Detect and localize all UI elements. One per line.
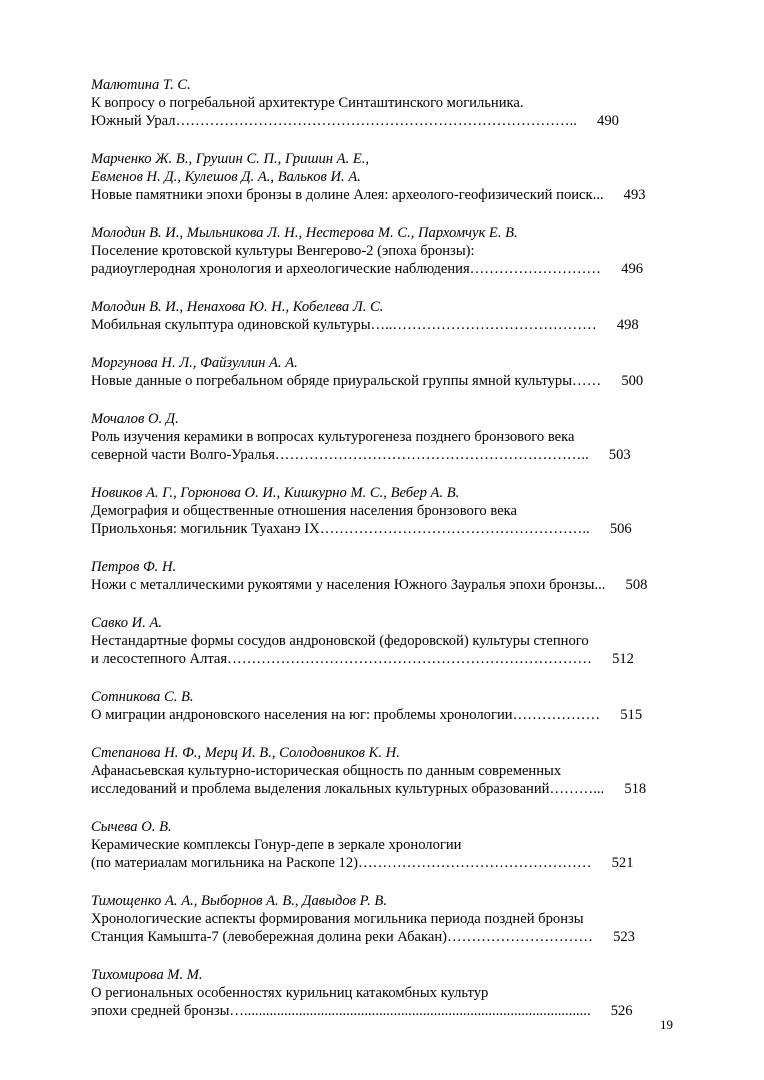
entry-page-number: 512 [612, 651, 634, 667]
entry-title-last-line: Станция Камышта-7 (левобережная долина реки Абакан)………………………… [91, 929, 593, 945]
toc-entry [91, 484, 673, 538]
entry-authors: Евменов Н. Д., Кулешов Д. А., Вальков И. А. [91, 169, 361, 185]
entry-title-row [91, 928, 673, 946]
toc-entry [91, 688, 673, 724]
entry-title-last-line: и лесостепного Алтая………………………………………………………………… [91, 651, 592, 667]
entry-title-last-line: исследований и проблема выделения локальных культурных образований………... [91, 781, 605, 797]
entry-title-row [91, 520, 673, 538]
entry-page-number: 490 [597, 113, 619, 129]
entry-page-number: 526 [610, 1003, 633, 1019]
toc-entry [91, 410, 673, 464]
toc-entry [91, 744, 673, 798]
entry-page-number: 518 [624, 781, 647, 797]
entry-title-last-line: Южный Урал……………………………………………………………………….. [91, 113, 577, 129]
entry-authors: Савко И. А. [91, 615, 163, 631]
entry-title-row [91, 854, 673, 872]
entry-title-last-line: Новые памятники эпохи бронзы в долине Алея: археолого-геофизический поиск... [91, 187, 604, 203]
toc-entry [91, 150, 673, 204]
entry-page-number: 523 [613, 929, 635, 945]
toc-entry [91, 354, 673, 390]
table-of-contents [91, 76, 673, 1020]
entry-page-number: 508 [625, 577, 648, 593]
entry-title-last-line: (по материалам могильника на Раскопе 12)………………………………………… [91, 855, 592, 871]
toc-entry [91, 558, 673, 594]
entry-title-row [91, 650, 673, 668]
entry-title-last-line: радиоуглеродная хронология и археологические наблюдения……………………… [91, 261, 602, 277]
entry-title-last-line: Мобильная скульптура одиновской культуры…..…………………………………… [91, 317, 597, 333]
entry-authors: Сотникова С. В. [91, 689, 194, 705]
entry-title-line: Керамические комплексы Гонур-депе в зеркале хронологии [91, 837, 462, 853]
entry-title-last-line: Приольхонья: могильник Туаханэ IX……………………………………………….. [91, 521, 590, 537]
entry-title-row [91, 316, 673, 334]
toc-entry [91, 298, 673, 334]
entry-title-row [91, 576, 673, 594]
entry-title-line: Демография и общественные отношения населения бронзового века [91, 503, 518, 519]
entry-authors: Молодин В. И., Мыльникова Л. Н., Нестерова М. С., Пархомчук Е. В. [91, 225, 518, 241]
entry-title-row [91, 446, 673, 464]
toc-entry [91, 614, 673, 668]
entry-title-line: К вопросу о погребальной архитектуре Синташтинского могильника. [91, 95, 524, 111]
page-number: 19 [660, 1017, 673, 1032]
entry-title-last-line: Ножи с металлическими рукоятями у населения Южного Зауралья эпохи бронзы... [91, 577, 606, 593]
entry-authors: Новиков А. Г., Горюнова О. И., Кишкурно М. С., Вебер А. В. [91, 485, 460, 501]
entry-page-number: 496 [621, 261, 644, 277]
entry-title-row [91, 706, 673, 724]
entry-page-number: 500 [621, 373, 644, 389]
entry-title-line: Нестандартные формы сосудов андроновской (федоровской) культуры степного [91, 633, 589, 649]
entry-page-number: 521 [611, 855, 634, 871]
entry-title-row [91, 112, 673, 130]
entry-authors: Степанова Н. Ф., Мерц И. В., Солодовников К. Н. [91, 745, 400, 761]
toc-entry [91, 892, 673, 946]
entry-title-row [91, 372, 673, 390]
entry-authors: Марченко Ж. В., Грушин С. П., Гришин А. Е., [91, 151, 370, 167]
entry-authors: Малютина Т. С. [91, 77, 191, 93]
entry-title-last-line: Новые данные о погребальном обряде приуральской группы ямной культуры…… [91, 373, 602, 389]
entry-title-line: Поселение кротовской культуры Венгерово-2 (эпоха бронзы): [91, 243, 475, 259]
entry-title-last-line: северной части Волго-Уралья……………………………………………………….. [91, 447, 589, 463]
entry-title-row [91, 780, 673, 798]
entry-title-row [91, 186, 673, 204]
entry-authors: Молодин В. И., Ненахова Ю. Н., Кобелева Л. С. [91, 299, 384, 315]
entry-title-row [91, 260, 673, 278]
entry-page-number: 515 [620, 707, 643, 723]
entry-authors: Тихомирова М. М. [91, 967, 203, 983]
entry-title-line: Хронологические аспекты формирования могильника периода поздней бронзы [91, 911, 584, 927]
entry-page-number: 506 [609, 521, 632, 537]
entry-title-last-line: эпохи средней бронзы…............................................................................................... [91, 1003, 591, 1019]
entry-title-line: Роль изучения керамики в вопросах культурогенеза позднего бронзового века [91, 429, 575, 445]
entry-page-number: 503 [608, 447, 631, 463]
entry-authors: Сычева О. В. [91, 819, 172, 835]
toc-entry [91, 818, 673, 872]
entry-page-number: 493 [623, 187, 646, 203]
entry-authors: Петров Ф. Н. [91, 559, 177, 575]
entry-authors: Тимощенко А. А., Выборнов А. В., Давыдов Р. В. [91, 893, 387, 909]
toc-entry [91, 76, 673, 130]
entry-title-last-line: О миграции андроновского населения на юг: проблемы хронологии……………… [91, 707, 601, 723]
toc-entry [91, 224, 673, 278]
entry-page-number: 498 [616, 317, 639, 333]
toc-entry [91, 966, 673, 1020]
entry-title-line: Афанасьевская культурно-историческая общность по данным современных [91, 763, 562, 779]
entry-authors: Мочалов О. Д. [91, 411, 179, 427]
entry-authors: Моргунова Н. Л., Файзуллин А. А. [91, 355, 298, 371]
entry-title-line: О региональных особенностях курильниц катакомбных культур [91, 985, 489, 1001]
entry-title-row [91, 1002, 673, 1020]
